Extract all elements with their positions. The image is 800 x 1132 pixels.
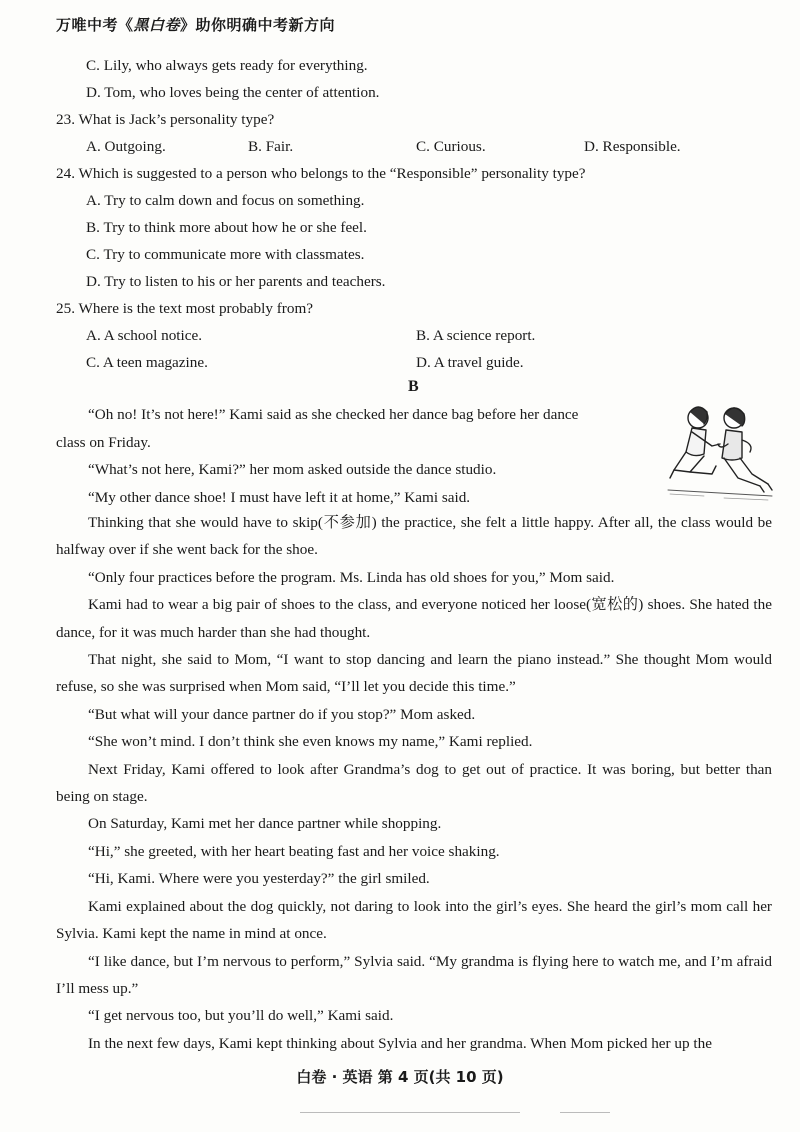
- page-footer: 白卷 · 英语 第 4 页(共 10 页): [296, 1068, 504, 1086]
- passage-p8: “But what will your dance partner do if you stop?” Mom asked.: [88, 705, 476, 723]
- q22-option-c: C. Lily, who always gets ready for everything.: [86, 57, 368, 74]
- q22-option-d: D. Tom, who loves being the center of attention.: [86, 84, 380, 101]
- section-b-title: B: [408, 378, 419, 395]
- passage-p14: Kami explained about the dog quickly, not daring to look into the girl’s eyes. She heard the girl’s mom call her Sylvia. Kami kept the name in mind at once.: [56, 897, 772, 943]
- footer-rule-short: [560, 1112, 610, 1113]
- q23-option-a: A. Outgoing.: [86, 138, 166, 155]
- passage-p15: “I like dance, but I’m nervous to perform,” Sylvia said. “My grandma is flying here to watch me, and I’m afraid I’ll mess up.”: [56, 952, 772, 997]
- passage-p5: “Only four practices before the program. Ms. Linda has old shoes for you,” Mom said.: [88, 568, 615, 586]
- q24-stem: 24. Which is suggested to a person who belongs to the “Responsible” personality type?: [56, 165, 586, 182]
- q25-option-a: A. A school notice.: [86, 327, 203, 344]
- passage-p1-line2: class on Friday.: [56, 434, 151, 451]
- passage-p2: “What’s not here, Kami?” her mom asked outside the dance studio.: [88, 461, 497, 478]
- header-prefix: 万唯中考《: [56, 16, 134, 34]
- page-header: [56, 14, 335, 35]
- q25-option-c: C. A teen magazine.: [86, 354, 208, 371]
- two-girls-illustration: [664, 400, 776, 504]
- q23-stem: 23. What is Jack’s personality type?: [56, 111, 275, 128]
- passage-p12: “Hi,” she greeted, with her heart beating fast and her voice shaking.: [88, 842, 500, 860]
- passage-p4: Thinking that she would have to skip(不参加) the practice, she felt a little happy. After all, the class would be halfway over if she went back for the shoe.: [56, 514, 772, 559]
- passage-p1-line1: “Oh no! It’s not here!” Kami said as she checked her dance bag before her dance: [88, 406, 579, 423]
- q23-option-c: C. Curious.: [416, 138, 486, 155]
- header-book-title: 黑白卷: [133, 16, 181, 34]
- q25-stem: 25. Where is the text most probably from?: [56, 300, 314, 317]
- q24-option-d: D. Try to listen to his or her parents and teachers.: [86, 273, 386, 290]
- passage-p16: “I get nervous too, but you’ll do well,” Kami said.: [88, 1007, 394, 1025]
- q25-option-b: B. A science report.: [416, 327, 536, 344]
- passage-body: [56, 509, 772, 1057]
- q23-option-b: B. Fair.: [248, 138, 294, 155]
- header-suffix: 》助你明确中考新方向: [180, 16, 336, 34]
- q24-option-a: A. Try to calm down and focus on something.: [86, 192, 365, 209]
- passage-p17: In the next few days, Kami kept thinking about Sylvia and her grandma. When Mom picked her up the: [88, 1034, 712, 1052]
- passage-p7: That night, she said to Mom, “I want to stop dancing and learn the piano instead.” She thought Mom would refuse, so she was surprised when Mom said, “I’ll let you decide this time.”: [56, 651, 772, 696]
- passage-p13: “Hi, Kami. Where were you yesterday?” the girl smiled.: [88, 870, 430, 888]
- q23-option-d: D. Responsible.: [584, 138, 681, 155]
- passage-p11: On Saturday, Kami met her dance partner while shopping.: [88, 815, 442, 833]
- q24-option-c: C. Try to communicate more with classmates.: [86, 246, 365, 263]
- passage-p10: Next Friday, Kami offered to look after Grandma’s dog to get out of practice. It was boring, but better than being on stage.: [56, 760, 772, 806]
- passage-p9: “She won’t mind. I don’t think she even knows my name,” Kami replied.: [88, 733, 533, 751]
- footer-rule: [300, 1112, 520, 1113]
- passage-p6: Kami had to wear a big pair of shoes to the class, and everyone noticed her loose(宽松的) shoes. She hated the dance, for it was much harder than she had thought.: [56, 596, 772, 641]
- q25-option-d: D. A travel guide.: [416, 354, 524, 371]
- passage-p3: “My other dance shoe! I must have left it at home,” Kami said.: [88, 489, 471, 506]
- q24-option-b: B. Try to think more about how he or she feel.: [86, 219, 367, 236]
